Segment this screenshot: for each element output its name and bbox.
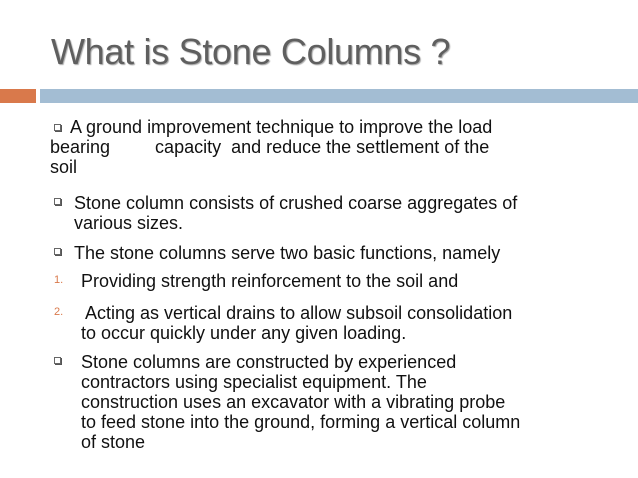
bullet-item-construction	[54, 352, 614, 452]
square-bullet-icon	[54, 124, 61, 131]
bullet-line: Stone column consists of crushed coarse aggregates of	[74, 193, 518, 213]
bullet-line: soil	[50, 157, 78, 177]
slide-title: What is Stone Columns ?	[51, 31, 451, 72]
bullet-item-composition	[54, 193, 614, 233]
numbered-line: to occur quickly under any given loading.	[81, 323, 407, 343]
bullet-line: to feed stone into the ground, forming a vertical column	[81, 412, 521, 432]
numbered-line: Providing strength reinforcement to the soil and	[81, 271, 459, 291]
numbered-line: Acting as vertical drains to allow subsoil consolidation	[81, 303, 513, 323]
bullet-line: A ground improvement technique to improve the load	[70, 117, 493, 137]
bullet-line: bearing capacity and reduce the settlement of the	[50, 137, 490, 157]
numbered-item-drainage	[54, 303, 614, 343]
bullet-line: various sizes.	[74, 213, 184, 233]
bullet-line: contractors using specialist equipment. The	[81, 372, 427, 392]
square-bullet-icon	[54, 248, 61, 255]
bullet-line: of stone	[81, 432, 146, 452]
square-bullet-icon	[54, 357, 61, 364]
bullet-line: Stone columns are constructed by experienced	[81, 352, 457, 372]
bullet-line: The stone columns serve two basic functions, namely	[74, 243, 501, 263]
square-bullet-icon	[54, 198, 61, 205]
bullet-item-definition	[50, 117, 624, 177]
bullet-line: construction uses an excavator with a vibrating probe	[81, 392, 506, 412]
list-number: 1.	[54, 274, 64, 286]
list-number: 2.	[54, 306, 64, 318]
numbered-item-reinforcement	[54, 271, 614, 291]
title-accent-bar-blue	[40, 89, 638, 103]
title-accent-bar-orange	[0, 89, 36, 103]
bullet-item-functions	[54, 243, 614, 263]
